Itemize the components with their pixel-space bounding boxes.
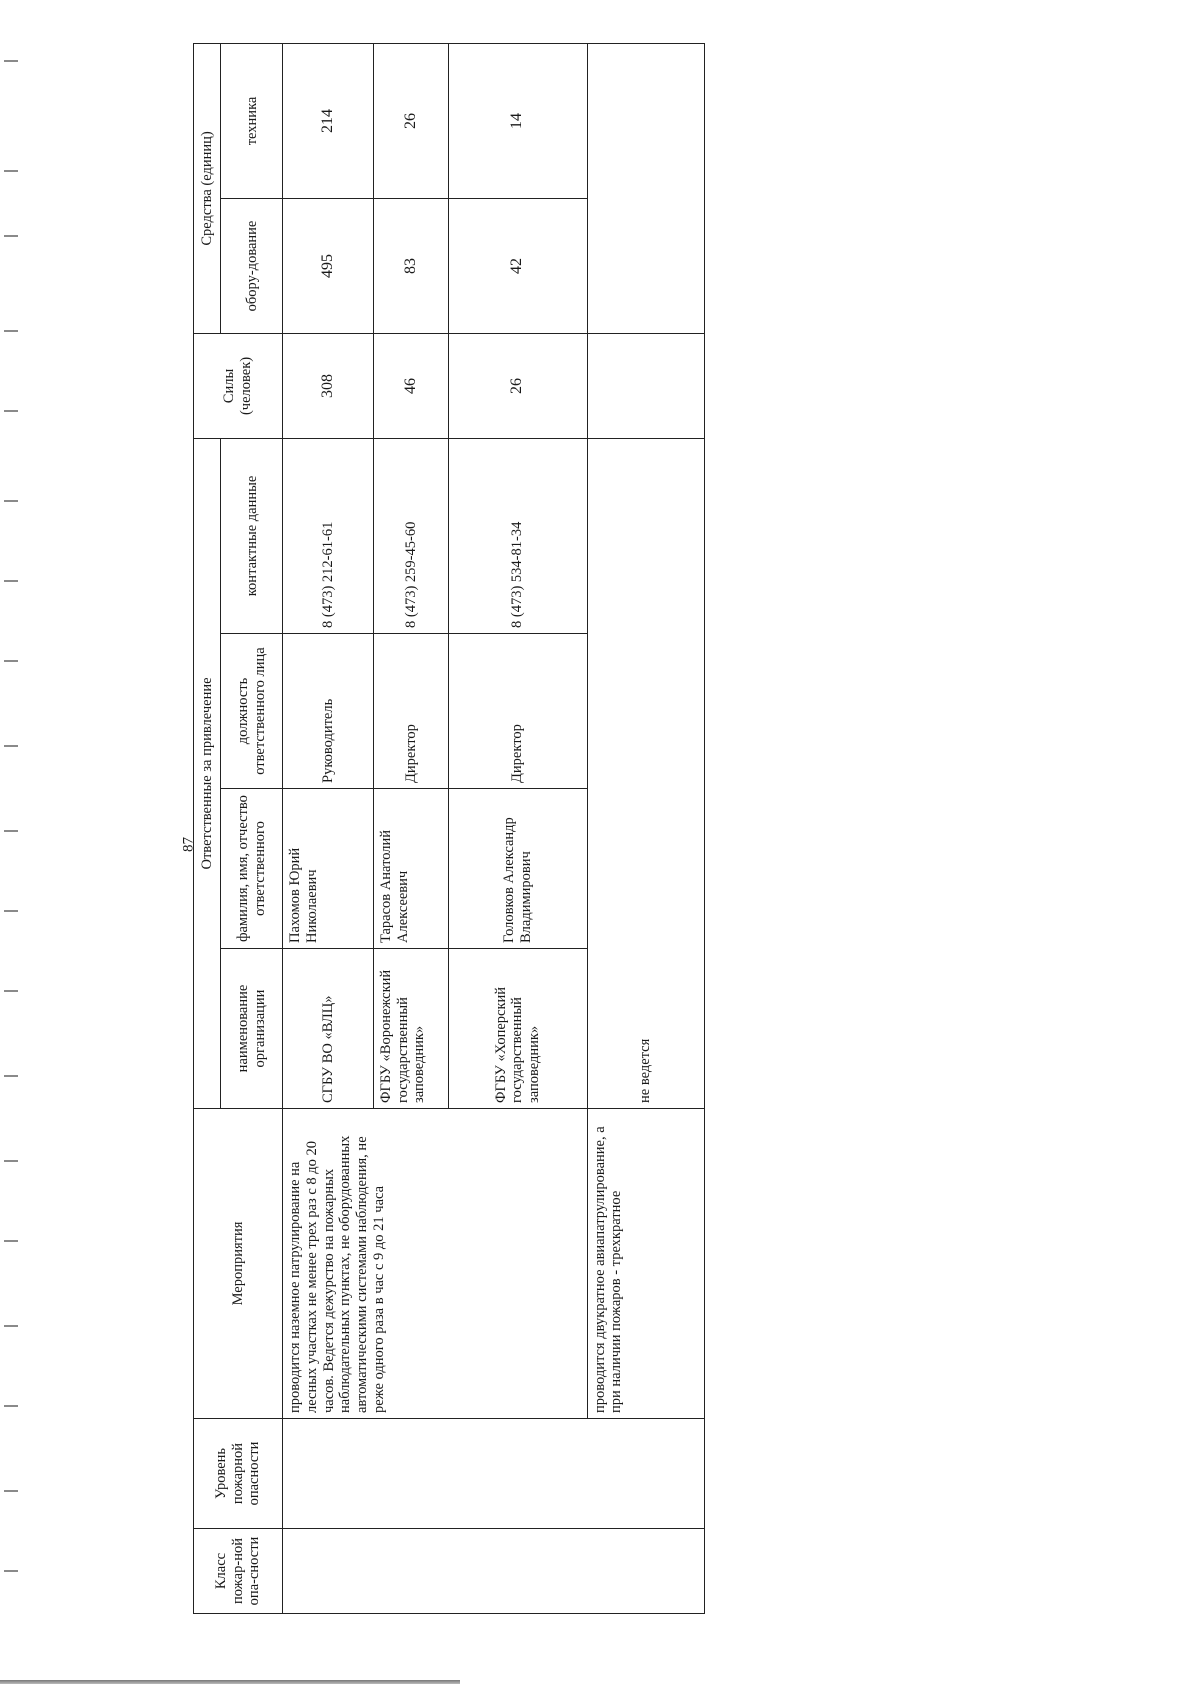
scan-mark bbox=[4, 580, 18, 582]
scan-mark bbox=[4, 410, 18, 412]
danger-level-cell bbox=[283, 1419, 705, 1529]
scan-mark bbox=[4, 745, 18, 747]
measure-cell: проводится наземное патрулирование на лесных участках не менее трех раз с 8 до 20 часов. Ведется дежурство на пожарных наблюдательных пунктах, не оборудованных автоматическими системами наблюдения, не реже одного раза в час с 9 до 21 часа bbox=[283, 1109, 587, 1419]
fire-class-cell bbox=[283, 1529, 705, 1614]
table-row bbox=[587, 43, 704, 1613]
header-measures: Мероприятия bbox=[194, 1109, 283, 1419]
equipment-cell: 495 bbox=[283, 198, 374, 333]
person-cell: Тарасов Анатолий Алексеевич bbox=[374, 789, 449, 949]
org-name-cell: ФГБУ «Воронежский государственный заповедник» bbox=[374, 949, 449, 1109]
org-name-cell: СГБУ ВО «ВЛЦ» bbox=[283, 949, 374, 1109]
person-cell: Головков Александр Владимирович bbox=[448, 789, 587, 949]
scan-mark bbox=[4, 330, 18, 332]
scan-mark bbox=[4, 1405, 18, 1407]
rotated-page-content bbox=[193, 44, 705, 1614]
page-number: 87 bbox=[180, 837, 197, 852]
scan-mark bbox=[4, 990, 18, 992]
scan-mark bbox=[4, 1490, 18, 1492]
position-cell: Директор bbox=[374, 634, 449, 789]
note-cell: не ведется bbox=[587, 438, 704, 1108]
equipment-cell: 42 bbox=[448, 198, 587, 333]
scan-edge bbox=[0, 1680, 460, 1684]
fire-response-table bbox=[193, 43, 705, 1614]
position-cell: Руководитель bbox=[283, 634, 374, 789]
header-responsible: Ответственные за привлечение bbox=[194, 438, 221, 1108]
scan-mark bbox=[4, 830, 18, 832]
equipment-cell: 83 bbox=[374, 198, 449, 333]
org-name-cell: ФГБУ «Хоперский государственный заповедник» bbox=[448, 949, 587, 1109]
header-full-name: фамилия, имя, отчество ответственного bbox=[221, 789, 283, 949]
header-danger-level: Уровень пожарной опасности bbox=[194, 1419, 283, 1529]
scan-mark bbox=[4, 60, 18, 62]
means-cell bbox=[587, 43, 704, 333]
vehicles-cell: 26 bbox=[374, 43, 449, 198]
vehicles-cell: 214 bbox=[283, 43, 374, 198]
forces-cell: 308 bbox=[283, 333, 374, 438]
scan-mark bbox=[4, 170, 18, 172]
position-cell: Директор bbox=[448, 634, 587, 789]
contacts-cell: 8 (473) 534-81-34 bbox=[448, 438, 587, 633]
header-forces: Силы (человек) bbox=[194, 333, 283, 438]
table-row bbox=[283, 43, 374, 1613]
scan-mark bbox=[4, 235, 18, 237]
contacts-cell: 8 (473) 212-61-61 bbox=[283, 438, 374, 633]
forces-cell: 26 bbox=[448, 333, 587, 438]
scan-mark bbox=[4, 1240, 18, 1242]
scan-mark bbox=[4, 500, 18, 502]
scan-mark bbox=[4, 1570, 18, 1572]
scan-mark bbox=[4, 1325, 18, 1327]
scan-mark bbox=[4, 1075, 18, 1077]
contacts-cell: 8 (473) 259-45-60 bbox=[374, 438, 449, 633]
header-means: Средства (единиц) bbox=[194, 43, 221, 333]
vehicles-cell: 14 bbox=[448, 43, 587, 198]
header-org-name: наименование организации bbox=[221, 949, 283, 1109]
scan-mark bbox=[4, 660, 18, 662]
header-vehicles: техника bbox=[221, 43, 283, 198]
forces-cell: 46 bbox=[374, 333, 449, 438]
header-position: должность ответственного лица bbox=[221, 634, 283, 789]
header-fire-class: Класс пожар-ной опа-сности bbox=[194, 1529, 283, 1614]
header-contacts: контактные данные bbox=[221, 438, 283, 633]
measure-cell: проводится двукратное авиапатрулирование, а при наличии пожаров - трехкратное bbox=[587, 1109, 704, 1419]
header-row-1 bbox=[194, 43, 221, 1613]
scan-mark bbox=[4, 910, 18, 912]
person-cell: Пахомов Юрий Николаевич bbox=[283, 789, 374, 949]
scan-mark bbox=[4, 1160, 18, 1162]
forces-cell bbox=[587, 333, 704, 438]
header-equipment: обору-дование bbox=[221, 198, 283, 333]
